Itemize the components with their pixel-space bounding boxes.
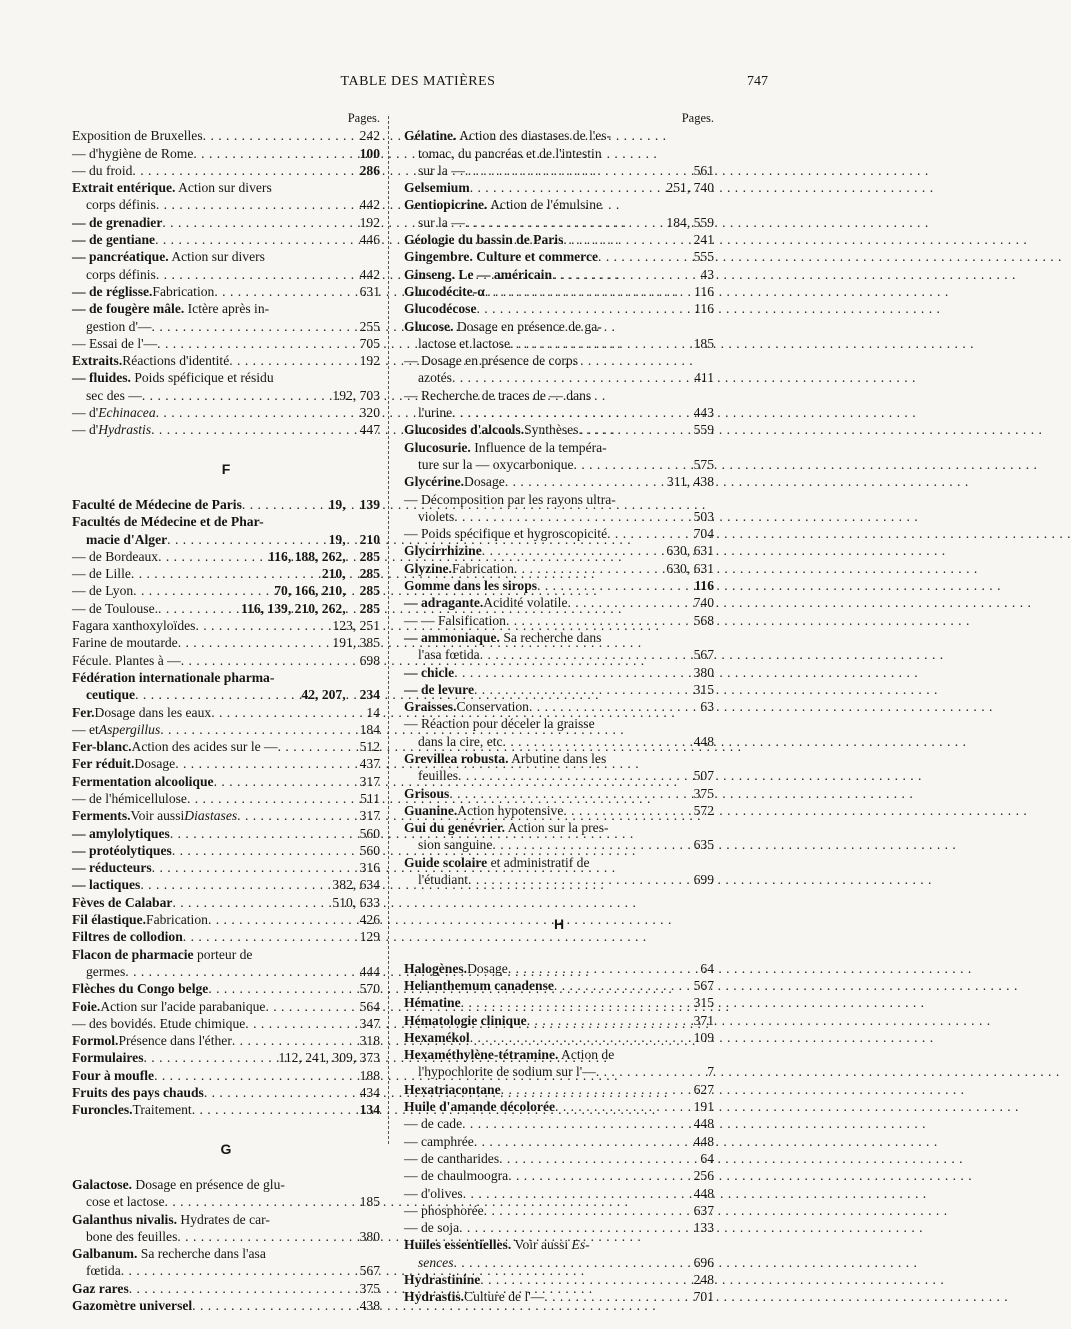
- index-entry-continuation: ture sur la — oxycarbonique . . . 575: [404, 456, 714, 473]
- page-number: 747: [747, 74, 768, 89]
- index-entry: Ferments. Voir aussi Diastases . . . 317: [72, 807, 380, 824]
- index-entry: Gaz rares . . . 375: [72, 1280, 380, 1297]
- index-entry: — de Toulouse. . . . 116, 139, 210, 262, 285: [72, 600, 380, 617]
- index-entry: Fèves de Calabar . . . 510, 633: [72, 894, 380, 911]
- index-entry: — d' Echinacea . . . 320: [72, 404, 380, 421]
- index-entry: Guide scolaire et administratif de: [404, 854, 590, 870]
- index-entry: Hydrastinine . . . 248: [404, 1271, 714, 1288]
- index-entry: Hexamékol . . . 109: [404, 1029, 714, 1046]
- index-entry: Gui du genévrier. Action sur la pres-: [404, 820, 609, 836]
- index-entry: Glucose. Dosage en présence de ga-: [404, 318, 602, 334]
- index-entry: — Décomposition par les rayons ultra-: [404, 491, 616, 507]
- index-entry-continuation: ceutique . . . 42, 207, 234: [72, 686, 380, 703]
- index-entry: Gazomètre universel . . . 438: [72, 1297, 380, 1314]
- index-entry: Gelsemium . . . 251, 740: [404, 179, 714, 196]
- index-column-right: [404, 110, 714, 1306]
- index-entry: Glucosurie. Influence de la tempéra-: [404, 439, 607, 455]
- index-entry: — ammoniaque. Sa recherche dans: [404, 629, 602, 645]
- index-entry: Géologie du bassin de Paris . . . 241: [404, 231, 714, 248]
- index-entry: — — Falsification . . . 568: [404, 612, 714, 629]
- index-entry: Hématologie clinique . . . 371: [404, 1012, 714, 1029]
- index-entry: Foie. Action sur l'acide parabanique . . . 564: [72, 998, 380, 1015]
- index-entry: — d' Hydrastis . . . 447: [72, 421, 380, 438]
- index-entry: Galbanum. Sa recherche dans l'asa: [72, 1246, 266, 1262]
- index-entry: Grisous . . . 375: [404, 785, 714, 802]
- index-entry: Huiles essentielles. Voir aussi Es-: [404, 1237, 590, 1253]
- index-entry: Galactose. Dosage en présence de glu-: [72, 1176, 285, 1192]
- index-entry: Filtres de collodion . . . 129: [72, 928, 380, 945]
- index-entry: — Recherche de traces de — dans: [404, 387, 592, 403]
- index-entry: — de l'hémicellulose . . . 511: [72, 790, 380, 807]
- index-entry: Ginseng. Le — américain . . . 43: [404, 266, 714, 283]
- index-entry: — protéolytiques . . . 560: [72, 842, 380, 859]
- index-entry-continuation: macie d'Alger . . . 19, 210: [72, 531, 380, 548]
- index-entry-continuation: sec des — . . . 192, 703: [72, 387, 380, 404]
- index-entry: Glucosides d'alcools. Synthèses . . . 559: [404, 421, 714, 438]
- index-entry: Gingembre. Culture et commerce . . . 555: [404, 248, 714, 265]
- index-column-left: [72, 110, 380, 1314]
- index-entry: Gentiopicrine. Action de l'émulsine: [404, 197, 603, 213]
- index-entry: Fer. Dosage dans les eaux . . . 14: [72, 704, 380, 721]
- index-entry: Glucodécite-α . . . 116: [404, 283, 714, 300]
- index-entry: — phosphorée . . . 637: [404, 1202, 714, 1219]
- index-entry-continuation: germes . . . 444: [72, 963, 380, 980]
- index-entry: Grevillea robusta. Arbutine dans les: [404, 750, 607, 766]
- index-entry-continuation: l'asa fœtida . . . 567: [404, 646, 714, 663]
- index-entry: Extraits. Réactions d'identité . . . 192: [72, 352, 380, 369]
- index-entry-continuation: violets . . . 503: [404, 508, 714, 525]
- index-entry: Fruits des pays chauds . . . 434: [72, 1084, 380, 1101]
- index-entry: Four à moufle . . . 188: [72, 1067, 380, 1084]
- index-entry: — camphrée . . . 448: [404, 1133, 714, 1150]
- index-entry: — de chaulmoogra . . . 256: [404, 1167, 714, 1184]
- index-entry: Hexaméthylène-tétramine. Action de: [404, 1047, 615, 1063]
- index-entry: — adragante. Acidité volatile . . . 740: [404, 594, 714, 611]
- index-entry-continuation: lactose et lactose . . . 185: [404, 335, 714, 352]
- index-entry: — du froid . . . 286: [72, 162, 380, 179]
- index-entry: — Dosage en présence de corps: [404, 353, 579, 369]
- index-entry: Fédération internationale pharma-: [72, 669, 275, 685]
- index-entry: Hexatriacontane . . . 627: [404, 1081, 714, 1098]
- index-entry: Formulaires . . . 112, 241, 309, 373: [72, 1049, 380, 1066]
- index-entry: Fermentation alcoolique . . . 317: [72, 773, 380, 790]
- index-entry: Glycérine. Dosage . . . 311, 438: [404, 473, 714, 490]
- index-entry: — de cade . . . 448: [404, 1115, 714, 1132]
- index-entry: — de Lyon . . . 70, 166, 210, 285: [72, 582, 380, 599]
- index-entry: Extrait entérique. Action sur divers: [72, 180, 272, 196]
- index-entry: Halogènes. Dosage . . . 64: [404, 960, 714, 977]
- index-entry: — fluides. Poids spéficique et résidu: [72, 370, 274, 386]
- index-entry-continuation: corps définis . . . 442: [72, 266, 380, 283]
- index-entry-continuation: azotés . . . 411: [404, 369, 714, 386]
- index-entry: Furoncles. Traitement . . . 134: [72, 1101, 380, 1118]
- index-entry-continuation: sences . . . 696: [404, 1254, 714, 1271]
- index-entry: — de Lille . . . 210, 285: [72, 565, 380, 582]
- index-entry: — de fougère mâle. Ictère après in-: [72, 301, 270, 317]
- index-entry: Helianthemum canadense . . . 567: [404, 977, 714, 994]
- index-entry: Gomme dans les sirops . . . 116: [404, 577, 714, 594]
- index-entry: — de réglisse. Fabrication . . . 631: [72, 283, 380, 300]
- index-entry: Facultés de Médecine et de Phar-: [72, 514, 264, 530]
- section-letter-h: H: [553, 916, 565, 933]
- index-entry-continuation: feuilles . . . 507: [404, 767, 714, 784]
- index-entry-continuation: sur la — . . . 561: [404, 162, 714, 179]
- index-entry: Galanthus nivalis. Hydrates de car-: [72, 1211, 270, 1227]
- index-entry-continuation: sion sanguine . . . 635: [404, 836, 714, 853]
- index-entry: Fagara xanthoxyloïdes . . . 123, 251: [72, 617, 380, 634]
- index-entry: Farine de moutarde . . . 191, 385: [72, 634, 380, 651]
- index-entry: Exposition de Bruxelles . . . 242: [72, 127, 380, 144]
- index-entry: — de gentiane . . . 446: [72, 231, 380, 248]
- index-entry-continuation: l'hypochlorite de sodium sur l'— . . . 7: [404, 1063, 714, 1080]
- index-entry-continuation: cose et lactose . . . 185: [72, 1193, 380, 1210]
- section-letter-f: F: [221, 460, 231, 477]
- index-entry: — de grenadier . . . 192: [72, 214, 380, 231]
- running-title: TABLE DES MATIÈRES: [340, 74, 496, 89]
- index-entry: Graisses. Conservation . . . 63: [404, 698, 714, 715]
- index-entry-continuation: bone des feuilles . . . 380: [72, 1228, 380, 1245]
- index-entry: Hématine . . . 315: [404, 994, 714, 1011]
- index-entry: Glyzine. Fabrication . . . 630, 631: [404, 560, 714, 577]
- index-entry: — amylolytiques . . . 560: [72, 825, 380, 842]
- section-letter-g: G: [220, 1140, 232, 1157]
- index-entry: — Poids spécifique et hygroscopicité . . . 704: [404, 525, 714, 542]
- index-entry: Gélatine. Action des diastases de l'es-: [404, 128, 612, 144]
- index-entry-continuation: fœtida . . . 567: [72, 1262, 380, 1279]
- index-entry: — Essai de l'— . . . 705: [72, 335, 380, 352]
- index-entry: Guanine. Action hypotensive . . . 572: [404, 802, 714, 819]
- index-entry: — de levure . . . 315: [404, 681, 714, 698]
- index-entry: Fer-blanc. Action des acides sur le — . . . 512: [72, 738, 380, 755]
- index-entry: — des bovidés. Etude chimique . . . 347: [72, 1015, 380, 1032]
- index-entry: — d'hygiène de Rome . . . 100: [72, 145, 380, 162]
- index-entry: — pancréatique. Action sur divers: [72, 249, 265, 265]
- index-entry-continuation: l'étudiant . . . 699: [404, 871, 714, 888]
- pages-label: Pages.: [347, 111, 380, 125]
- index-entry: — de cantharides . . . 64: [404, 1150, 714, 1167]
- index-entry: — de soja . . . 133: [404, 1219, 714, 1236]
- index-entry: Faculté de Médecine de Paris . . . 19, 139: [72, 496, 380, 513]
- index-entry: — chicle . . . 380: [404, 664, 714, 681]
- index-entry: Fer réduit. Dosage . . . 437: [72, 755, 380, 772]
- index-entry-continuation: dans la cire, etc . . . 448: [404, 733, 714, 750]
- index-entry-continuation: sur la — . . . 184, 559: [404, 214, 714, 231]
- index-entry: — de Bordeaux . . . 116, 188, 262, 285: [72, 548, 380, 565]
- pages-label: Pages.: [681, 111, 714, 125]
- index-entry: Flacon de pharmacie porteur de: [72, 946, 253, 962]
- index-entry: Glucodécose . . . 116: [404, 300, 714, 317]
- index-entry: — d'olives . . . 448: [404, 1185, 714, 1202]
- index-entry: Formol. Présence dans l'éther . . . 318: [72, 1032, 380, 1049]
- index-entry: Huile d'amande décolorée . . . 191: [404, 1098, 714, 1115]
- index-entry: — lactiques . . . 382, 634: [72, 876, 380, 893]
- index-entry: Flèches du Congo belge . . . 570: [72, 980, 380, 997]
- index-entry: Hydrastis. Culture de l'— . . . 701: [404, 1288, 714, 1305]
- index-entry: — réducteurs . . . 316: [72, 859, 380, 876]
- index-entry-continuation: corps définis . . . 442: [72, 196, 380, 213]
- index-entry: — et Aspergillus . . . 184: [72, 721, 380, 738]
- index-entry: Fil élastique. Fabrication . . . 426: [72, 911, 380, 928]
- index-entry: — Réaction pour déceler la graisse: [404, 716, 595, 732]
- index-entry: Fécule. Plantes à — . . . 698: [72, 652, 380, 669]
- index-entry-continuation: l'urine . . . 443: [404, 404, 714, 421]
- index-entry: Glycirrhizine . . . 630, 631: [404, 542, 714, 559]
- page-header: [68, 74, 768, 94]
- index-entry-continuation: gestion d'— . . . 255: [72, 318, 380, 335]
- index-entry-continuation: tomac, du pancréas et de l'intestin: [418, 145, 602, 161]
